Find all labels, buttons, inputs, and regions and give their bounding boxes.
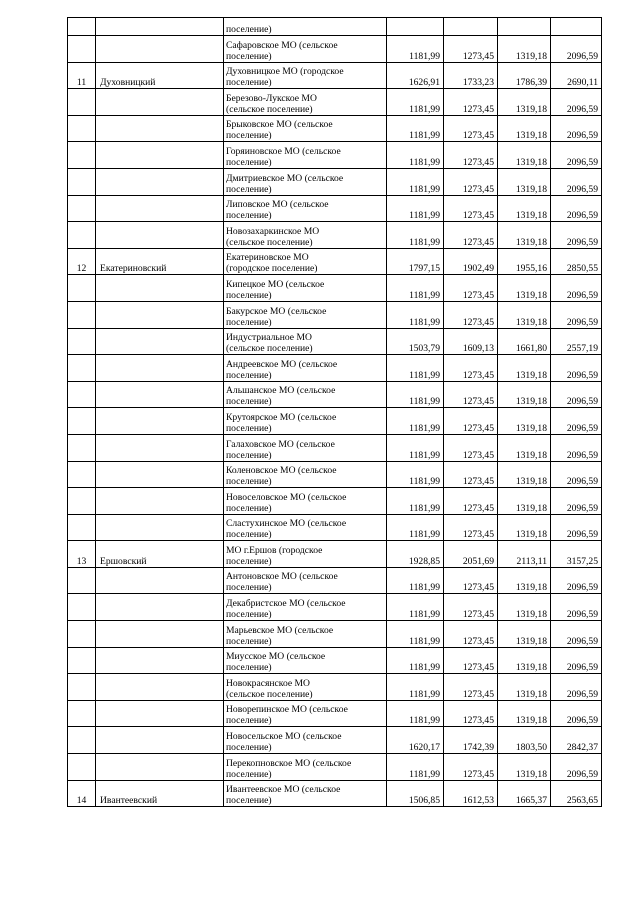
value-cell-1: 1181,99 [387, 514, 444, 541]
district-name: Ершовский [96, 541, 224, 568]
value-cell-3: 1319,18 [498, 168, 551, 195]
district-name [96, 594, 224, 621]
value-cell-3: 1319,18 [498, 115, 551, 142]
value-cell-2: 1273,45 [444, 647, 498, 674]
value-cell-1: 1181,99 [387, 195, 444, 222]
value-cell-2: 1273,45 [444, 594, 498, 621]
value-cell-2: 1273,45 [444, 381, 498, 408]
table-row [68, 408, 602, 435]
district-name [96, 674, 224, 701]
table-row [68, 488, 602, 515]
value-cell-2: 1273,45 [444, 301, 498, 328]
row-number [68, 514, 96, 541]
value-cell-1: 1181,99 [387, 115, 444, 142]
municipality-name: Дмитриевское МО (сельское поселение) [224, 168, 387, 195]
row-number [68, 115, 96, 142]
value-cell-2: 1273,45 [444, 222, 498, 249]
value-cell-3: 1803,50 [498, 727, 551, 754]
value-cell-3: 1319,18 [498, 700, 551, 727]
row-number [68, 36, 96, 63]
table-row [68, 301, 602, 328]
value-cell-1: 1181,99 [387, 301, 444, 328]
row-number [68, 275, 96, 302]
value-cell-3: 1319,18 [498, 434, 551, 461]
municipality-name: МО г.Ершов (городское поселение) [224, 541, 387, 568]
table-row [68, 222, 602, 249]
value-cell-1: 1181,99 [387, 381, 444, 408]
value-cell-3: 1955,16 [498, 248, 551, 275]
table-row [68, 275, 602, 302]
value-cell-4: 2096,59 [551, 621, 602, 648]
value-cell-4: 2842,37 [551, 727, 602, 754]
value-cell-2: 1273,45 [444, 461, 498, 488]
value-cell-3: 1319,18 [498, 275, 551, 302]
value-cell-2: 1612,53 [444, 780, 498, 807]
value-cell-1: 1506,85 [387, 780, 444, 807]
table-row [68, 142, 602, 169]
municipality-name: Новоселовское МО (сельское поселение) [224, 488, 387, 515]
value-cell-3: 2113,11 [498, 541, 551, 568]
value-cell-1: 1181,99 [387, 355, 444, 382]
value-cell-1: 1181,99 [387, 461, 444, 488]
district-name [96, 567, 224, 594]
district-name [96, 142, 224, 169]
district-name [96, 89, 224, 116]
municipality-name: Андреевское МО (сельское поселение) [224, 355, 387, 382]
value-cell-1: 1928,85 [387, 541, 444, 568]
table-row [68, 355, 602, 382]
table-row [68, 328, 602, 355]
value-cell-1: 1181,99 [387, 674, 444, 701]
value-cell-2: 1273,45 [444, 514, 498, 541]
row-number: 13 [68, 541, 96, 568]
value-cell-4: 2096,59 [551, 674, 602, 701]
value-cell-3: 1319,18 [498, 142, 551, 169]
value-cell-2: 1273,45 [444, 275, 498, 302]
value-cell-1: 1503,79 [387, 328, 444, 355]
value-cell-3: 1319,18 [498, 461, 551, 488]
municipality-name: Ивантеевское МО (сельское поселение) [224, 780, 387, 807]
value-cell-4: 2096,59 [551, 647, 602, 674]
row-number [68, 434, 96, 461]
municipality-name: Перекопновское МО (сельское поселение) [224, 754, 387, 781]
value-cell-1: 1181,99 [387, 754, 444, 781]
value-cell-2: 1742,39 [444, 727, 498, 754]
row-number [68, 408, 96, 435]
table-body [68, 18, 602, 807]
value-cell-3: 1319,18 [498, 488, 551, 515]
municipality-name: Новорепинское МО (сельское поселение) [224, 700, 387, 727]
municipality-name: Новосельское МО (сельское поселение) [224, 727, 387, 754]
table-row [68, 89, 602, 116]
value-cell-4: 2096,59 [551, 567, 602, 594]
value-cell-2: 1273,45 [444, 168, 498, 195]
value-cell-4: 2096,59 [551, 142, 602, 169]
table-row [68, 381, 602, 408]
district-name [96, 754, 224, 781]
value-cell-2: 1273,45 [444, 621, 498, 648]
row-number: 11 [68, 62, 96, 89]
row-number [68, 195, 96, 222]
value-cell-2: 1273,45 [444, 754, 498, 781]
value-cell-1: 1797,15 [387, 248, 444, 275]
district-name [96, 195, 224, 222]
value-cell-4: 2850,55 [551, 248, 602, 275]
district-name [96, 36, 224, 63]
table-row [68, 621, 602, 648]
value-cell-2: 1273,45 [444, 36, 498, 63]
value-cell-4: 2096,59 [551, 301, 602, 328]
value-cell-2: 1273,45 [444, 355, 498, 382]
municipality-name: Антоновское МО (сельское поселение) [224, 567, 387, 594]
value-cell-4: 2096,59 [551, 461, 602, 488]
value-cell-3: 1319,18 [498, 594, 551, 621]
municipality-name: Духовницкое МО (городское поселение) [224, 62, 387, 89]
row-number [68, 567, 96, 594]
row-number [68, 381, 96, 408]
value-cell-1: 1181,99 [387, 89, 444, 116]
value-cell-2: 1273,45 [444, 700, 498, 727]
table-row [68, 727, 602, 754]
value-cell-3: 1319,18 [498, 754, 551, 781]
value-cell-1: 1181,99 [387, 408, 444, 435]
value-cell-4: 2096,59 [551, 168, 602, 195]
value-cell-3: 1319,18 [498, 36, 551, 63]
value-cell-2: 1273,45 [444, 89, 498, 116]
table-row [68, 248, 602, 275]
table-row [68, 780, 602, 807]
table-row [68, 434, 602, 461]
value-cell-1 [387, 18, 444, 36]
district-name [96, 434, 224, 461]
value-cell-2: 1902,49 [444, 248, 498, 275]
value-cell-2: 1273,45 [444, 115, 498, 142]
value-cell-2: 1733,23 [444, 62, 498, 89]
municipality-name: Сластухинское МО (сельское поселение) [224, 514, 387, 541]
district-name [96, 18, 224, 36]
value-cell-2: 1273,45 [444, 674, 498, 701]
value-cell-1: 1181,99 [387, 594, 444, 621]
value-cell-1: 1626,91 [387, 62, 444, 89]
municipality-name: Альшанское МО (сельское поселение) [224, 381, 387, 408]
value-cell-4: 2690,11 [551, 62, 602, 89]
value-cell-3: 1319,18 [498, 195, 551, 222]
table-row [68, 36, 602, 63]
value-cell-3: 1661,80 [498, 328, 551, 355]
value-cell-4: 2563,65 [551, 780, 602, 807]
value-cell-4: 2096,59 [551, 700, 602, 727]
municipality-name: Индустриальное МО (сельское поселение) [224, 328, 387, 355]
row-number [68, 700, 96, 727]
value-cell-4: 2096,59 [551, 408, 602, 435]
municipality-name: Новозахаркинское МО (сельское поселение) [224, 222, 387, 249]
value-cell-1: 1181,99 [387, 434, 444, 461]
value-cell-4: 2096,59 [551, 754, 602, 781]
municipality-name: Миусское МО (сельское поселение) [224, 647, 387, 674]
value-cell-2: 1273,45 [444, 567, 498, 594]
table-row [68, 115, 602, 142]
row-number [68, 355, 96, 382]
district-name [96, 621, 224, 648]
value-cell-4: 2096,59 [551, 275, 602, 302]
value-cell-2: 1273,45 [444, 434, 498, 461]
municipality-name: Кипецкое МО (сельское поселение) [224, 275, 387, 302]
value-cell-1: 1181,99 [387, 700, 444, 727]
value-cell-4: 2096,59 [551, 115, 602, 142]
value-cell-3: 1319,18 [498, 408, 551, 435]
table-row [68, 62, 602, 89]
row-number [68, 674, 96, 701]
municipality-name: Березово-Лукское МО (сельское поселение) [224, 89, 387, 116]
municipality-name: Марьевское МО (сельское поселение) [224, 621, 387, 648]
value-cell-1: 1181,99 [387, 168, 444, 195]
municipality-name: Декабристское МО (сельское поселение) [224, 594, 387, 621]
value-cell-2: 1273,45 [444, 195, 498, 222]
value-cell-3: 1665,37 [498, 780, 551, 807]
municipality-name: Галаховское МО (сельское поселение) [224, 434, 387, 461]
row-number [68, 168, 96, 195]
table-row [68, 168, 602, 195]
value-cell-2: 1273,45 [444, 408, 498, 435]
district-name [96, 700, 224, 727]
row-number [68, 754, 96, 781]
row-number [68, 621, 96, 648]
value-cell-4: 2096,59 [551, 434, 602, 461]
value-cell-1: 1181,99 [387, 647, 444, 674]
row-number [68, 594, 96, 621]
value-cell-3: 1319,18 [498, 355, 551, 382]
table-row [68, 594, 602, 621]
value-cell-1: 1181,99 [387, 488, 444, 515]
row-number [68, 727, 96, 754]
value-cell-4 [551, 18, 602, 36]
value-cell-4: 2096,59 [551, 36, 602, 63]
municipality-name: Брыковское МО (сельское поселение) [224, 115, 387, 142]
value-cell-3: 1319,18 [498, 514, 551, 541]
municipality-name: Горяиновское МО (сельское поселение) [224, 142, 387, 169]
district-name [96, 647, 224, 674]
value-cell-4: 2096,59 [551, 381, 602, 408]
district-name [96, 222, 224, 249]
district-name [96, 275, 224, 302]
value-cell-3: 1319,18 [498, 301, 551, 328]
district-name [96, 301, 224, 328]
district-name [96, 727, 224, 754]
table-row [68, 700, 602, 727]
municipality-name: Липовское МО (сельское поселение) [224, 195, 387, 222]
table-row [68, 647, 602, 674]
row-number [68, 18, 96, 36]
value-cell-3: 1319,18 [498, 381, 551, 408]
value-cell-4: 3157,25 [551, 541, 602, 568]
district-name [96, 115, 224, 142]
value-cell-4: 2096,59 [551, 222, 602, 249]
table-row [68, 195, 602, 222]
value-cell-2: 1273,45 [444, 142, 498, 169]
municipality-name: Крутоярское МО (сельское поселение) [224, 408, 387, 435]
row-number [68, 461, 96, 488]
value-cell-4: 2096,59 [551, 355, 602, 382]
table-row [68, 674, 602, 701]
value-cell-3: 1319,18 [498, 647, 551, 674]
district-name: Духовницкий [96, 62, 224, 89]
district-name [96, 168, 224, 195]
row-number [68, 328, 96, 355]
value-cell-1: 1620,17 [387, 727, 444, 754]
value-cell-2: 1609,13 [444, 328, 498, 355]
value-cell-2 [444, 18, 498, 36]
table-row [68, 514, 602, 541]
value-cell-3: 1319,18 [498, 674, 551, 701]
tariff-table [67, 17, 602, 807]
value-cell-4: 2096,59 [551, 89, 602, 116]
value-cell-3: 1319,18 [498, 621, 551, 648]
district-name [96, 328, 224, 355]
value-cell-4: 2096,59 [551, 488, 602, 515]
value-cell-2: 1273,45 [444, 488, 498, 515]
row-number: 12 [68, 248, 96, 275]
value-cell-4: 2096,59 [551, 195, 602, 222]
municipality-name: Бакурское МО (сельское поселение) [224, 301, 387, 328]
value-cell-1: 1181,99 [387, 36, 444, 63]
value-cell-3: 1786,39 [498, 62, 551, 89]
row-number: 14 [68, 780, 96, 807]
value-cell-1: 1181,99 [387, 222, 444, 249]
district-name [96, 381, 224, 408]
municipality-name: Сафаровское МО (сельское поселение) [224, 36, 387, 63]
district-name: Екатериновский [96, 248, 224, 275]
row-number [68, 301, 96, 328]
table-row [68, 461, 602, 488]
district-name [96, 514, 224, 541]
value-cell-1: 1181,99 [387, 567, 444, 594]
table-row [68, 567, 602, 594]
value-cell-3: 1319,18 [498, 222, 551, 249]
district-name [96, 408, 224, 435]
value-cell-1: 1181,99 [387, 621, 444, 648]
district-name: Ивантеевский [96, 780, 224, 807]
district-name [96, 488, 224, 515]
table-row [68, 18, 602, 36]
value-cell-1: 1181,99 [387, 142, 444, 169]
value-cell-1: 1181,99 [387, 275, 444, 302]
value-cell-4: 2557,19 [551, 328, 602, 355]
value-cell-3: 1319,18 [498, 89, 551, 116]
district-name [96, 461, 224, 488]
row-number [68, 142, 96, 169]
district-name [96, 355, 224, 382]
value-cell-3 [498, 18, 551, 36]
row-number [68, 89, 96, 116]
municipality-name: Екатериновское МО (городское поселение) [224, 248, 387, 275]
value-cell-2: 2051,69 [444, 541, 498, 568]
value-cell-4: 2096,59 [551, 594, 602, 621]
value-cell-3: 1319,18 [498, 567, 551, 594]
table-row [68, 754, 602, 781]
row-number [68, 647, 96, 674]
value-cell-4: 2096,59 [551, 514, 602, 541]
municipality-name: поселение) [224, 18, 387, 36]
table-row [68, 541, 602, 568]
row-number [68, 222, 96, 249]
municipality-name: Коленовское МО (сельское поселение) [224, 461, 387, 488]
row-number [68, 488, 96, 515]
municipality-name: Новокрасянское МО (сельское поселение) [224, 674, 387, 701]
